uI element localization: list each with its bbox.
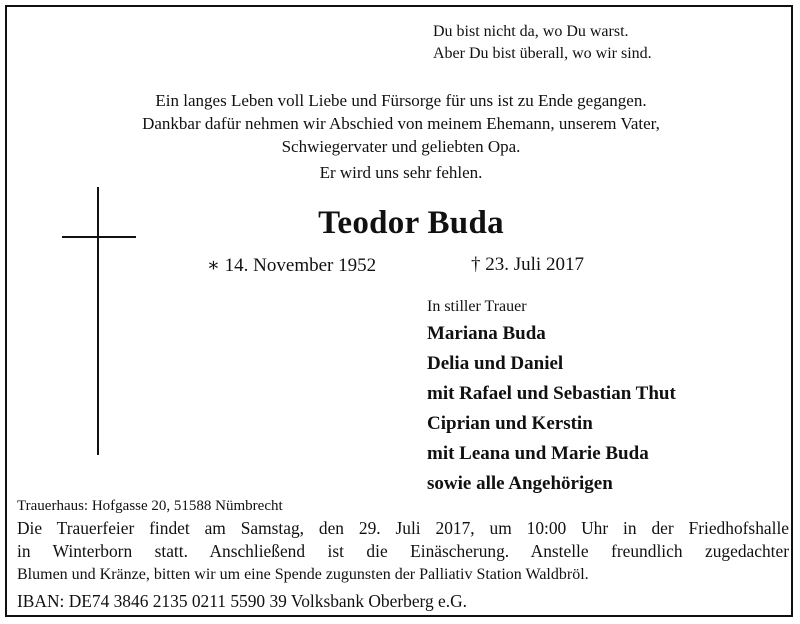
notice-line: in Winterborn statt. Anschließend ist die Einäscherung. Anstelle freundlich zugedachter (17, 541, 789, 561)
mourner-line: mit Rafael und Sebastian Thut (427, 383, 676, 404)
motto-line: Du bist nicht da, wo Du warst. (433, 23, 629, 40)
intro-line: Ein langes Leben voll Liebe und Fürsorge für uns ist zu Ende gegangen. (155, 91, 647, 110)
funeral-notice (17, 517, 789, 586)
mourner-line: mit Leana und Marie Buda (427, 443, 649, 464)
obituary-notice (5, 5, 793, 617)
intro-line: Dankbar dafür nehmen wir Abschied von meinem Ehemann, unserem Vater, (142, 114, 660, 133)
intro-line: Er wird uns sehr fehlen. (319, 163, 483, 182)
mourner-line: Ciprian und Kerstin (427, 413, 593, 434)
mourner-line: Delia und Daniel (427, 353, 564, 374)
notice-line: Die Trauerfeier findet am Samstag, den 29. Juli 2017, um 10:00 Uhr in der Friedhofshalle (17, 518, 789, 538)
birth-date: ∗ 14. November 1952 (207, 255, 377, 276)
mourner-line: Mariana Buda (427, 323, 546, 344)
bank-details: IBAN: DE74 3846 2135 0211 5590 39 Volksbank Oberberg e.G. (17, 591, 468, 611)
intro-text (7, 89, 795, 184)
mourning-house-address: Trauerhaus: Hofgasse 20, 51588 Nümbrecht (17, 498, 283, 514)
mourner-line: sowie alle Angehörigen (427, 473, 613, 494)
motto-verse (433, 21, 652, 65)
death-date: † 23. Juli 2017 (471, 254, 584, 275)
intro-line: Schwiegervater und geliebten Opa. (281, 137, 521, 156)
notice-line: Blumen und Kränze, bitten wir um eine Spende zugunsten der Palliativ Station Waldbröl. (17, 566, 589, 583)
mourners-intro: In stiller Trauer (427, 298, 527, 315)
deceased-name: Teodor Buda (318, 205, 504, 241)
mourners-list (427, 319, 676, 499)
motto-line: Aber Du bist überall, wo wir sind. (433, 45, 652, 62)
